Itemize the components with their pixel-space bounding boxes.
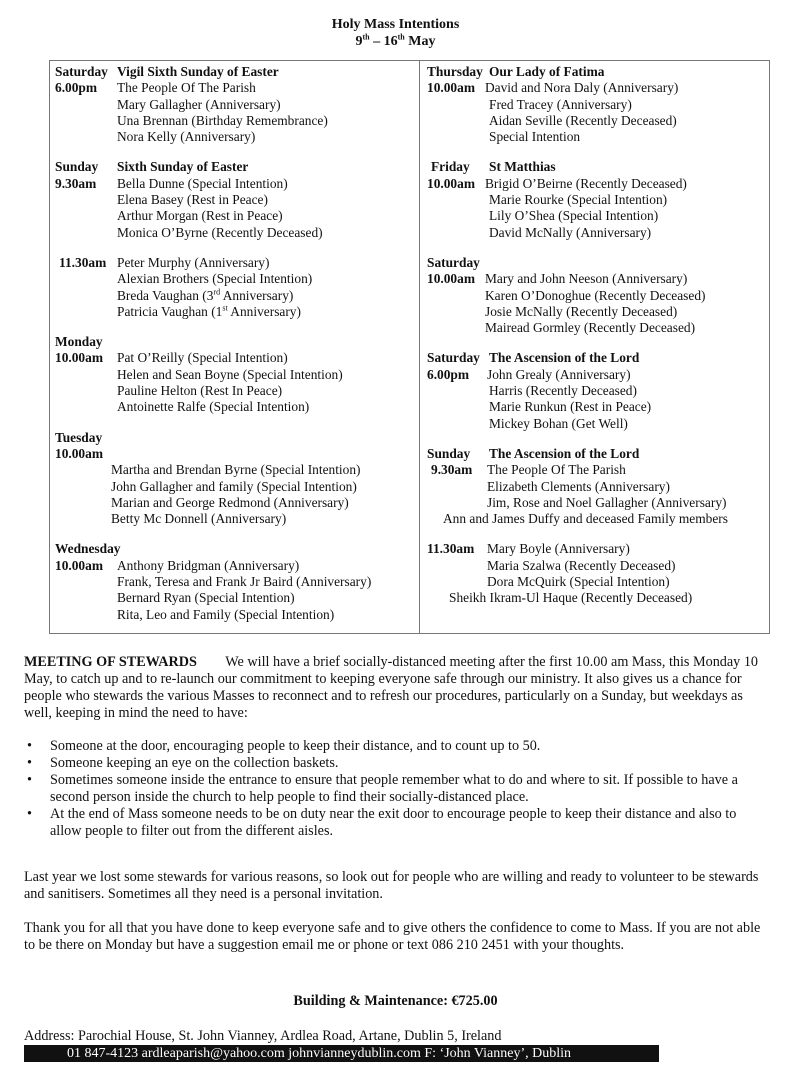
friday-block bbox=[427, 159, 767, 240]
intention: Lily O’Shea (Special Intention) bbox=[489, 208, 659, 224]
day-label: Sunday bbox=[427, 445, 471, 461]
day-label: Saturday bbox=[55, 64, 108, 79]
intention: Anthony Bridgman (Anniversary) bbox=[117, 557, 300, 573]
intention: Pat O’Reilly (Special Intention) bbox=[117, 350, 288, 366]
intention: David McNally (Anniversary) bbox=[489, 224, 652, 240]
intention: Jim, Rose and Noel Gallagher (Anniversary) bbox=[487, 494, 727, 510]
intention: Helen and Sean Boyne (Special Intention) bbox=[117, 366, 343, 382]
intention: Aidan Seville (Recently Deceased) bbox=[489, 112, 677, 128]
column-divider bbox=[419, 61, 420, 633]
contact-bar: 01 847-4123 ardleaparish@yahoo.com johnvianneydublin.com F: ‘John Vianney’, Dublin bbox=[24, 1045, 659, 1062]
saturday-vigil-block bbox=[55, 64, 415, 145]
intention: David and Nora Daly (Anniversary) bbox=[485, 80, 679, 96]
time-label: 10.00am bbox=[55, 557, 103, 573]
date-end-suffix: th bbox=[397, 32, 405, 42]
time-label: 10.00am bbox=[55, 445, 103, 461]
tuesday-block bbox=[55, 430, 415, 528]
intention: The People Of The Parish bbox=[117, 80, 256, 96]
right-column bbox=[427, 64, 767, 621]
list-item: • Sometimes someone inside the entrance to ensure that people remember what to do and where to sit. If possible to have a second person inside the church to help people to find their socially-distanced place. bbox=[24, 772, 764, 806]
intention: Breda Vaughan (3rd Anniversary) bbox=[117, 287, 294, 303]
day-label: Saturday bbox=[427, 254, 480, 270]
feast-label: St Matthias bbox=[489, 159, 556, 175]
time-label: 10.00am bbox=[55, 350, 103, 366]
time-label: 10.00am bbox=[427, 271, 475, 287]
intention: Elena Basey (Rest in Peace) bbox=[117, 192, 268, 208]
day-label: Friday bbox=[431, 159, 470, 175]
intention: Monica O’Byrne (Recently Deceased) bbox=[117, 224, 323, 240]
intention: Marie Rourke (Special Intention) bbox=[489, 192, 668, 208]
time-label: 9.30am bbox=[55, 175, 97, 191]
date-month: May bbox=[404, 34, 436, 49]
list-item: • Someone keeping an eye on the collection baskets. bbox=[24, 755, 764, 772]
time-label: 6.00pm bbox=[55, 80, 98, 96]
intention: Maria Szalwa (Recently Deceased) bbox=[487, 557, 676, 573]
intention: Arthur Morgan (Rest in Peace) bbox=[117, 208, 283, 224]
intention: Bella Dunne (Special Intention) bbox=[117, 175, 288, 191]
time-label: 11.30am bbox=[427, 541, 475, 557]
intention: Elizabeth Clements (Anniversary) bbox=[487, 478, 670, 494]
intention: Peter Murphy (Anniversary) bbox=[117, 254, 270, 270]
intention: Fred Tracey (Anniversary) bbox=[489, 96, 632, 112]
intention: Nora Kelly (Anniversary) bbox=[117, 129, 256, 145]
stewards-intro-text: We will have a brief socially-distanced meeting after the first 10.00 am Mass, this Monday 10 May, to catch up and to re-launch our commitment to keeping everyone safe through our ministry. It also gives us a chance for people who stewards the various Masses to reconnect and to refresh our procedures, particularly on a Sunday, but weekdays as well, keeping in mind the need to have: bbox=[24, 654, 759, 721]
title-dates bbox=[0, 33, 791, 50]
sunday-ascension-block bbox=[427, 446, 767, 527]
mass-schedule-box bbox=[49, 60, 770, 634]
intention: Patricia Vaughan (1st Anniversary) bbox=[117, 303, 301, 319]
list-item: • At the end of Mass someone needs to be on duty near the exit door to encourage people to keep their distance and also to allow people to filter out from the different aisles. bbox=[24, 806, 764, 840]
intention: Dora McQuirk (Special Intention) bbox=[487, 574, 670, 590]
list-item: • Someone at the door, encouraging people to keep their distance, and to count up to 50. bbox=[24, 738, 764, 755]
address-line: Address: Parochial House, St. John Vianney, Ardlea Road, Artane, Dublin 5, Ireland bbox=[24, 1028, 502, 1044]
saturday-ascension-block bbox=[427, 350, 767, 431]
intention: Bernard Ryan (Special Intention) bbox=[117, 590, 295, 606]
intention: John Gallagher and family (Special Intention) bbox=[111, 478, 357, 494]
day-label: Thursday bbox=[427, 64, 483, 79]
day-label: Sunday bbox=[55, 159, 99, 175]
intention: Ann and James Duffy and deceased Family members bbox=[443, 511, 728, 527]
stewards-paragraph-2: Last year we lost some stewards for various reasons, so look out for people who are willing and ready to volunteer to be stewards and sanitisers. Sometimes all they need is a personal invitation. bbox=[24, 869, 759, 902]
intention: The People Of The Parish bbox=[487, 462, 626, 478]
feast-label: Vigil Sixth Sunday of Easter bbox=[117, 64, 279, 79]
monday-block bbox=[55, 334, 415, 415]
intention: Alexian Brothers (Special Intention) bbox=[117, 271, 313, 287]
intention: Pauline Helton (Rest In Peace) bbox=[117, 383, 283, 399]
intention: Special Intention bbox=[489, 129, 581, 145]
thursday-block bbox=[427, 64, 767, 145]
stewards-paragraph-3: Thank you for all that you have done to keep everyone safe and to give others the confidence to come to Mass. If you are not able to be there on Monday but have a suggestion email me or phone or text 086 210 2451 with your thoughts. bbox=[24, 920, 761, 953]
intention: Sheikh Ikram-Ul Haque (Recently Deceased) bbox=[449, 590, 693, 606]
date-end: – 16 bbox=[369, 34, 398, 49]
time-label: 11.30am bbox=[59, 254, 107, 270]
intention: Frank, Teresa and Frank Jr Baird (Anniversary) bbox=[117, 574, 372, 590]
sunday-ascension-1130-block bbox=[427, 541, 767, 606]
saturday-block bbox=[427, 255, 767, 336]
time-label: 6.00pm bbox=[427, 366, 470, 382]
day-label: Monday bbox=[55, 334, 103, 350]
sunday-block bbox=[55, 159, 415, 240]
stewards-intro bbox=[24, 654, 764, 722]
page-title bbox=[0, 16, 791, 50]
left-column bbox=[55, 64, 415, 637]
day-label: Saturday bbox=[427, 350, 480, 366]
intention: Mickey Bohan (Get Well) bbox=[489, 415, 628, 431]
wednesday-block bbox=[55, 541, 415, 622]
stewards-list bbox=[24, 738, 764, 840]
intention: John Grealy (Anniversary) bbox=[487, 366, 631, 382]
stewards-heading: MEETING OF STEWARDS bbox=[24, 654, 197, 670]
building-maintenance: Building & Maintenance: €725.00 bbox=[293, 993, 498, 1009]
time-label: 9.30am bbox=[431, 462, 473, 478]
intention: Josie McNally (Recently Deceased) bbox=[485, 303, 678, 319]
date-start-suffix: th bbox=[362, 32, 370, 42]
intention: Marie Runkun (Rest in Peace) bbox=[489, 399, 652, 415]
intention: Karen O’Donoghue (Recently Deceased) bbox=[485, 287, 706, 303]
date-start: 9 bbox=[355, 34, 363, 49]
intention: Mairead Gormley (Recently Deceased) bbox=[485, 320, 696, 336]
feast-label: The Ascension of the Lord bbox=[489, 445, 640, 461]
intention: Una Brennan (Birthday Remembrance) bbox=[117, 112, 328, 128]
intention: Antoinette Ralfe (Special Intention) bbox=[117, 399, 310, 415]
time-label: 10.00am bbox=[427, 175, 475, 191]
day-label: Tuesday bbox=[55, 429, 103, 445]
intention: Martha and Brendan Byrne (Special Intention) bbox=[111, 462, 361, 478]
intention: Mary and John Neeson (Anniversary) bbox=[485, 271, 688, 287]
feast-label: The Ascension of the Lord bbox=[489, 350, 640, 366]
intention: Betty Mc Donnell (Anniversary) bbox=[111, 511, 287, 527]
feast-label: Sixth Sunday of Easter bbox=[117, 159, 249, 175]
intention: Harris (Recently Deceased) bbox=[489, 383, 637, 399]
intention: Mary Boyle (Anniversary) bbox=[487, 541, 630, 557]
sunday-1130-block bbox=[55, 255, 415, 320]
intention: Brigid O’Beirne (Recently Deceased) bbox=[485, 175, 687, 191]
intention: Mary Gallagher (Anniversary) bbox=[117, 96, 281, 112]
feast-label: Our Lady of Fatima bbox=[489, 64, 605, 79]
intention: Marian and George Redmond (Anniversary) bbox=[111, 494, 349, 510]
day-label: Wednesday bbox=[55, 541, 121, 557]
time-label: 10.00am bbox=[427, 80, 475, 96]
title-main: Holy Mass Intentions bbox=[331, 17, 460, 32]
intention: Rita, Leo and Family (Special Intention) bbox=[117, 606, 335, 622]
